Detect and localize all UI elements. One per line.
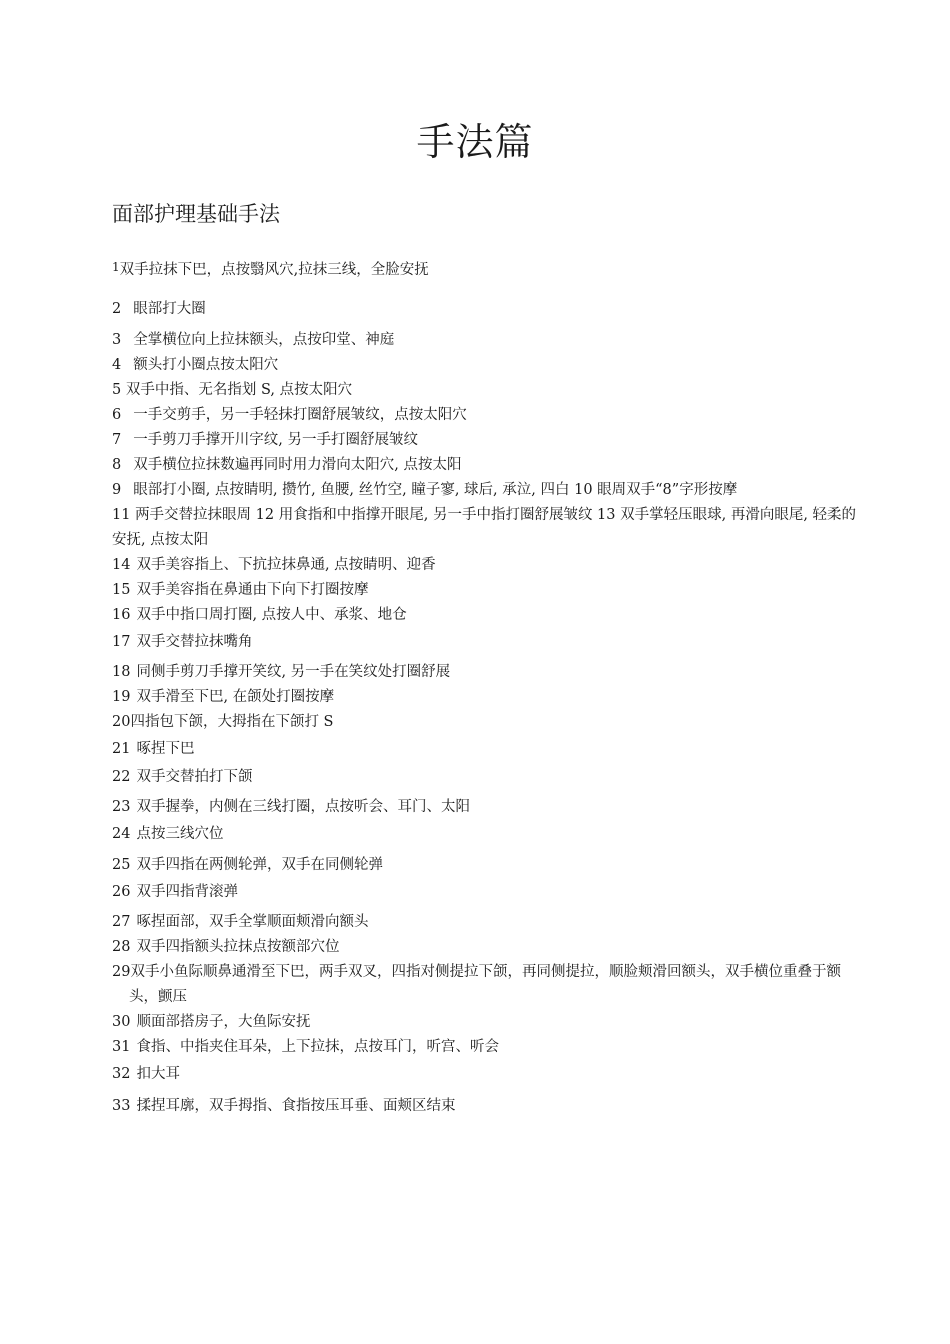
list-item bbox=[112, 960, 864, 1010]
item-text: 双手拉抹下巴，点按翳风穴,拉抹三线，全脸安抚 bbox=[119, 262, 429, 278]
list-item bbox=[112, 378, 864, 403]
item-text: 双手横位拉抹数遍再同时用力滑向太阳穴, 点按太阳 bbox=[133, 457, 462, 473]
item-text: 两手交替拉抹眼周 12 用食指和中指撑开眼尾, 另一手中指打圈舒展皱纹 13 双手掌轻压眼球, 再滑向眼尾, 轻柔的安抚, 点按太阳 bbox=[112, 507, 857, 548]
item-number: 3 bbox=[112, 332, 122, 348]
list-item bbox=[112, 1035, 864, 1060]
item-text: 双手美容指上、下抗拉抹鼻通, 点按睛明、迎香 bbox=[136, 557, 436, 573]
item-text: 双手四指背滚弹 bbox=[136, 884, 238, 900]
item-number: 30 bbox=[112, 1014, 131, 1030]
item-text: 食指、中指夹住耳朵，上下拉抹，点按耳门，听宫、听会 bbox=[136, 1039, 499, 1055]
list-item bbox=[112, 822, 864, 847]
item-text: 四指包下颌，大拇指在下颌打 S bbox=[130, 714, 334, 730]
item-number: 21 bbox=[112, 741, 131, 757]
list-item bbox=[112, 935, 864, 960]
item-text: 双手四指在两侧轮弹，双手在同侧轮弹 bbox=[136, 857, 383, 873]
list-item bbox=[112, 765, 864, 790]
list-item bbox=[112, 880, 864, 905]
list-item bbox=[112, 578, 864, 603]
list-item bbox=[112, 1010, 864, 1035]
item-number: 26 bbox=[112, 884, 131, 900]
item-text: 同侧手剪刀手撑开笑纹, 另一手在笑纹处打圈舒展 bbox=[136, 664, 451, 680]
item-number: 6 bbox=[112, 407, 122, 423]
item-text: 啄捏面部，双手全掌顺面颊滑向额头 bbox=[136, 914, 369, 930]
item-number: 29 bbox=[112, 964, 131, 980]
item-text: 顺面部搭房子，大鱼际安抚 bbox=[136, 1014, 311, 1030]
list-item bbox=[112, 1094, 864, 1119]
item-number: 27 bbox=[112, 914, 131, 930]
item-number: 23 bbox=[112, 799, 131, 815]
list-item bbox=[112, 353, 864, 378]
item-text: 扣大耳 bbox=[136, 1066, 180, 1082]
list-item bbox=[112, 453, 864, 478]
list-item bbox=[112, 553, 864, 578]
item-text: 额头打小圈点按太阳穴 bbox=[133, 357, 279, 373]
item-text: 点按三线穴位 bbox=[136, 826, 224, 842]
list-item bbox=[112, 795, 864, 820]
item-text: 双手美容指在鼻通由下向下打圈按摩 bbox=[136, 582, 369, 598]
item-number: 11 bbox=[112, 507, 131, 523]
item-number: 9 bbox=[112, 482, 122, 498]
item-number: 24 bbox=[112, 826, 131, 842]
item-text: 双手中指口周打圈, 点按人中、承浆、地仓 bbox=[136, 607, 407, 623]
list-item bbox=[112, 258, 864, 283]
list-item bbox=[112, 297, 864, 322]
list-item bbox=[112, 403, 864, 428]
item-number: 2 bbox=[112, 301, 122, 317]
item-text: 双手滑至下巴, 在颌处打圈按摩 bbox=[136, 689, 335, 705]
item-text: 眼部打大圈 bbox=[133, 301, 206, 317]
item-number: 33 bbox=[112, 1098, 131, 1114]
item-number: 25 bbox=[112, 857, 131, 873]
item-number: 14 bbox=[112, 557, 131, 573]
item-text: 一手剪刀手撑开川字纹, 另一手打圈舒展皱纹 bbox=[133, 432, 418, 448]
item-text: 眼部打小圈, 点按睛明, 攒竹, 鱼腰, 丝竹空, 瞳子寥, 球后, 承泣, 四白 10 眼周双手“8”字形按摩 bbox=[133, 482, 738, 498]
list-item bbox=[112, 710, 864, 735]
item-number: 19 bbox=[112, 689, 131, 705]
list-item bbox=[112, 428, 864, 453]
list-item bbox=[112, 630, 864, 655]
item-text: 双手中指、无名指划 S, 点按太阳穴 bbox=[125, 382, 353, 398]
list-item bbox=[112, 660, 864, 685]
item-text: 全掌横位向上拉抹额头，点按印堂、神庭 bbox=[133, 332, 395, 348]
item-number: 15 bbox=[112, 582, 131, 598]
item-text: 双手四指额头拉抹点按额部穴位 bbox=[136, 939, 340, 955]
item-number: 1 bbox=[112, 260, 120, 274]
item-number: 8 bbox=[112, 457, 122, 473]
section-subtitle: 面部护理基础手法 bbox=[112, 202, 280, 226]
list-item bbox=[112, 685, 864, 710]
page-title: 手法篇 bbox=[416, 120, 534, 164]
list-item bbox=[112, 503, 864, 553]
list-item bbox=[112, 603, 864, 628]
item-number: 18 bbox=[112, 664, 131, 680]
item-number: 5 bbox=[112, 382, 122, 398]
item-number: 31 bbox=[112, 1039, 131, 1055]
list-item bbox=[112, 478, 864, 503]
item-number: 7 bbox=[112, 432, 122, 448]
item-number: 22 bbox=[112, 769, 131, 785]
list-item bbox=[112, 328, 864, 353]
item-number: 28 bbox=[112, 939, 131, 955]
item-text: 双手交替拉抹嘴角 bbox=[136, 634, 253, 650]
list-item bbox=[112, 853, 864, 878]
item-text: 啄捏下巴 bbox=[136, 741, 195, 757]
item-text: 双手握拳，内侧在三线打圈，点按听会、耳门、太阳 bbox=[136, 799, 470, 815]
item-text: 一手交剪手，另一手轻抹打圈舒展皱纹，点按太阳穴 bbox=[133, 407, 467, 423]
item-number: 32 bbox=[112, 1066, 131, 1082]
list-item bbox=[112, 737, 864, 762]
item-number: 17 bbox=[112, 634, 131, 650]
item-text: 揉捏耳廓，双手拇指、食指按压耳垂、面颊区结束 bbox=[136, 1098, 456, 1114]
item-number: 4 bbox=[112, 357, 122, 373]
item-text: 双手交替拍打下颌 bbox=[136, 769, 253, 785]
list-item bbox=[112, 910, 864, 935]
item-text: 双手小鱼际顺鼻通滑至下巴，两手双叉，四指对侧提拉下颌，再同侧提拉，顺脸颊滑回额头，双手横位重叠于额头，颤压 bbox=[129, 964, 841, 1005]
item-number: 20 bbox=[112, 714, 131, 730]
list-item bbox=[112, 1062, 864, 1087]
item-number: 16 bbox=[112, 607, 131, 623]
